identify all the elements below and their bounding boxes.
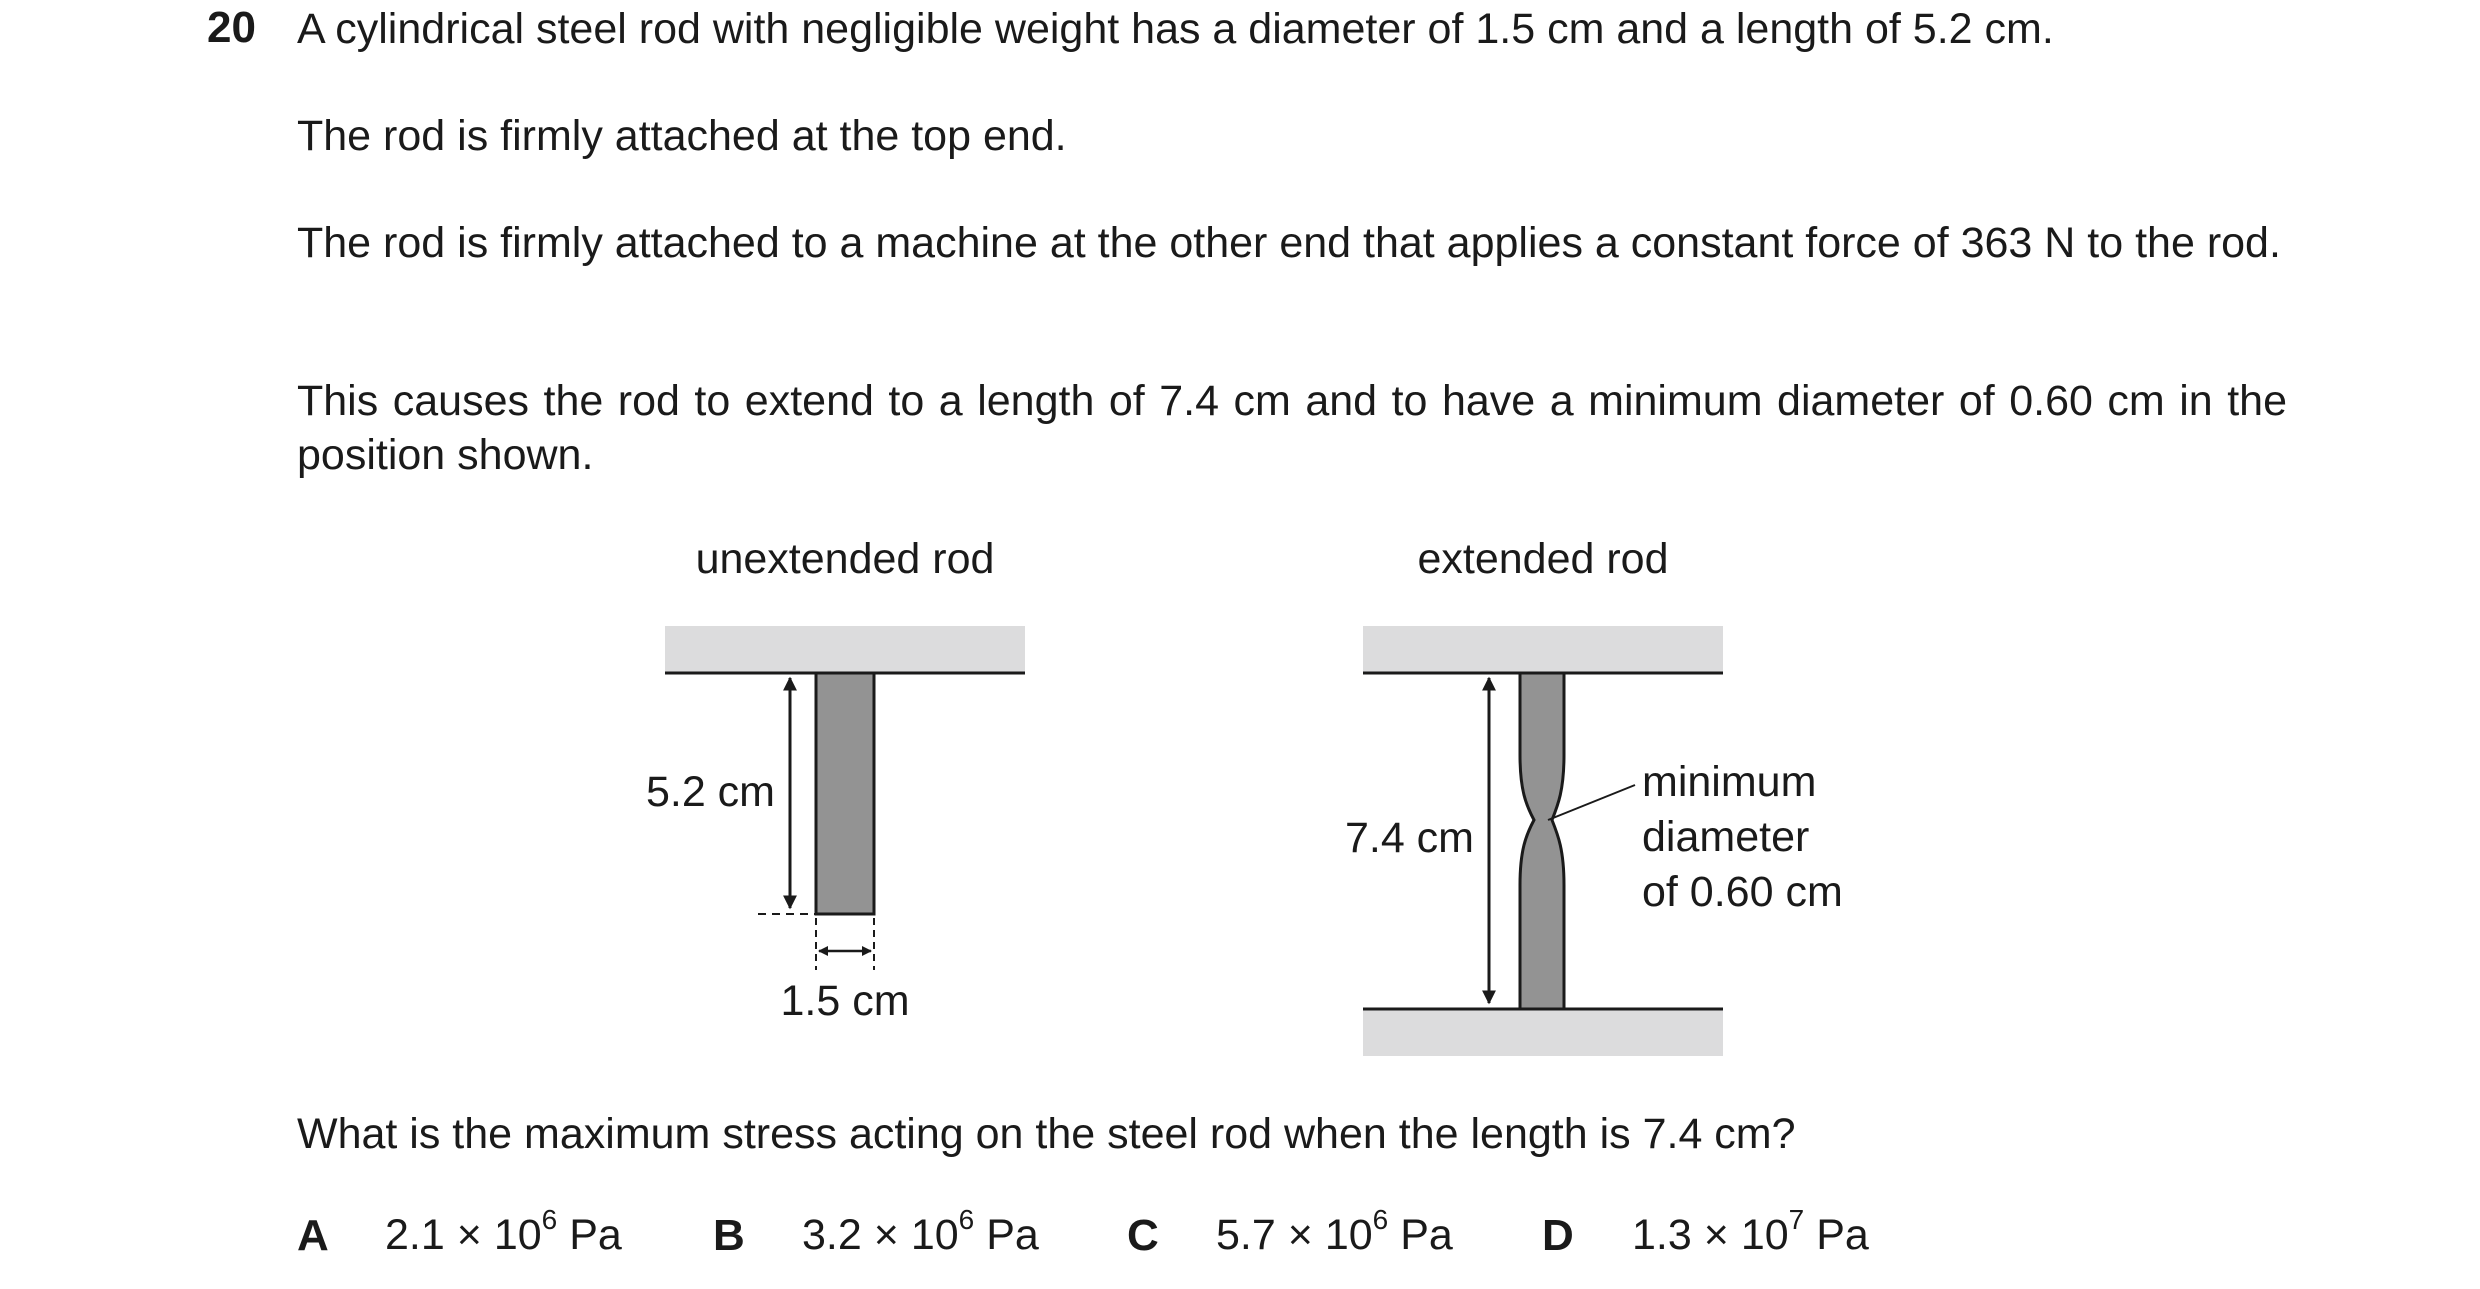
option-b-value[interactable] — [802, 1204, 1039, 1260]
minimum-diameter-label-line-3: of 0.60 cm — [1642, 868, 1843, 916]
extended-bottom-machine — [1363, 1009, 1723, 1056]
unextended-rod-figure — [646, 535, 1025, 1025]
option-d-unit: Pa — [1816, 1211, 1869, 1259]
option-c-exponent: 6 — [1372, 1204, 1389, 1235]
option-a-mantissa: 2.1 — [385, 1211, 445, 1259]
option-c-unit: Pa — [1400, 1211, 1453, 1259]
unextended-rod-title: unextended rod — [695, 535, 995, 583]
option-c-base: 10 — [1324, 1211, 1373, 1259]
question-prompt: What is the maximum stress acting on the steel rod when the length is 7.4 cm? — [297, 1110, 1796, 1158]
extended-rod-figure — [1345, 535, 1843, 1056]
extended-top-support — [1363, 626, 1723, 673]
unextended-top-support — [665, 626, 1025, 673]
option-d-times-sign: × — [1703, 1211, 1729, 1259]
option-d-base: 10 — [1740, 1211, 1789, 1259]
question-paragraph-1: A cylindrical steel rod with negligible weight has a diameter of 1.5 cm and a length of 5.2 cm. — [297, 5, 2054, 53]
option-a-letter: A — [297, 1211, 329, 1260]
option-c-mantissa: 5.7 — [1216, 1211, 1276, 1259]
option-c-letter: C — [1127, 1211, 1159, 1260]
option-d-value[interactable] — [1632, 1204, 1869, 1260]
option-d-mantissa: 1.3 — [1632, 1211, 1692, 1259]
question-paragraph-4: This causes the rod to extend to a length of 7.4 cm and to have a minimum diameter of 0.60 cm in the position shown. — [297, 377, 2287, 479]
question-number: 20 — [207, 3, 256, 52]
question-paragraph-3: The rod is firmly attached to a machine at the other end that applies a constant force of 363 N to the rod. — [297, 219, 2281, 267]
extended-rod-body — [1520, 673, 1564, 1009]
minimum-diameter-label-line-1: minimum — [1642, 758, 1817, 806]
option-b-base: 10 — [910, 1211, 959, 1259]
question-paragraph-2: The rod is firmly attached at the top end. — [297, 112, 1067, 160]
option-c-times-sign: × — [1287, 1211, 1313, 1259]
option-d-exponent: 7 — [1788, 1204, 1805, 1235]
option-b-exponent: 6 — [958, 1204, 975, 1235]
option-b-unit: Pa — [986, 1211, 1039, 1259]
option-b-letter: B — [713, 1211, 745, 1260]
option-d-letter: D — [1542, 1211, 1574, 1260]
unextended-diameter-label: 1.5 cm — [780, 977, 910, 1025]
option-a-unit: Pa — [569, 1211, 622, 1259]
option-a-value[interactable] — [385, 1204, 622, 1260]
option-b-times-sign: × — [873, 1211, 899, 1259]
option-a-base: 10 — [493, 1211, 542, 1259]
option-b-mantissa: 3.2 — [802, 1211, 862, 1259]
option-a-exponent: 6 — [541, 1204, 558, 1235]
option-c-value[interactable] — [1216, 1204, 1453, 1260]
unextended-length-label: 5.2 cm — [645, 768, 775, 816]
extended-length-label: 7.4 cm — [1344, 814, 1474, 862]
extended-rod-title: extended rod — [1417, 535, 1669, 583]
unextended-rod-body — [816, 673, 874, 914]
option-a-times-sign: × — [456, 1211, 482, 1259]
minimum-diameter-label-line-2: diameter — [1642, 813, 1810, 861]
